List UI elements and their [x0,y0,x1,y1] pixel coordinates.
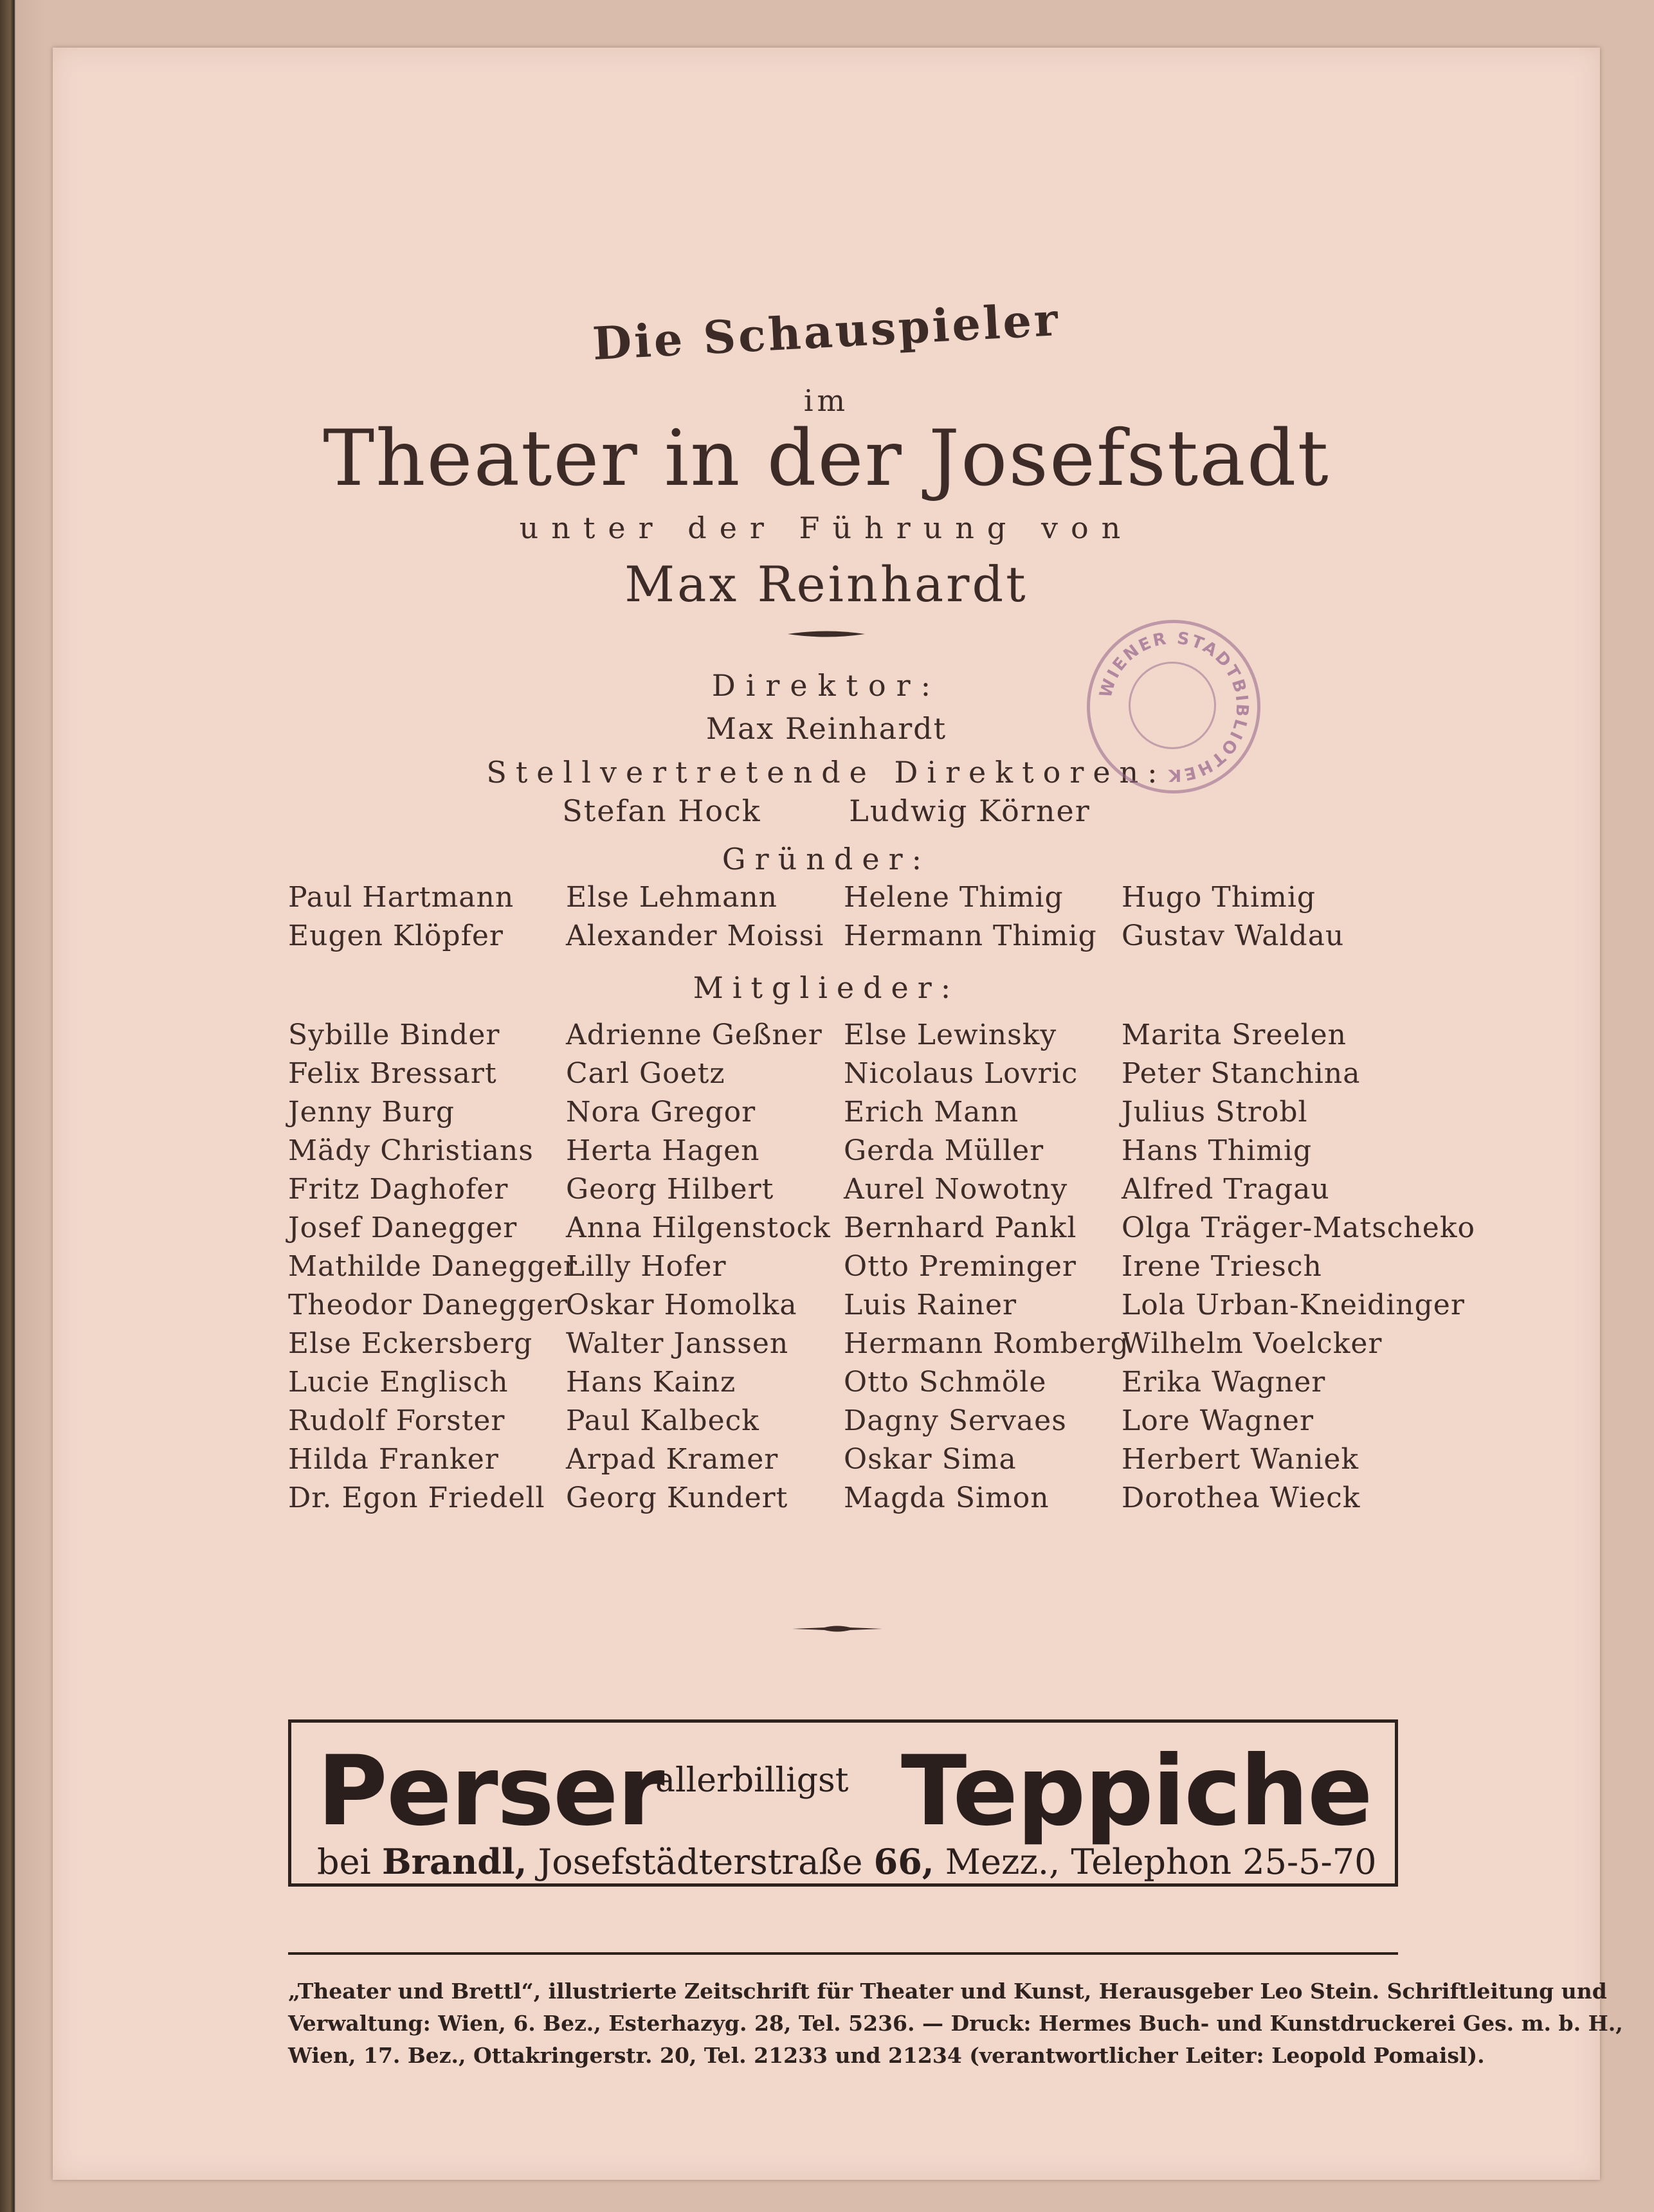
heading-max-reinhardt: Max Reinhardt [624,556,1028,613]
stellvertretender-name: Ludwig Körner [849,793,1091,828]
footer-rule [288,1952,1398,1955]
direktor-name: Max Reinhardt [705,711,947,746]
mitglied-name: Gerda Müller [844,1134,1044,1167]
mitglied-name: Otto Schmöle [844,1366,1047,1399]
mitglied-name: Wilhelm Voelcker [1122,1327,1383,1360]
mitglied-name: Erich Mann [844,1096,1019,1129]
mitglied-name: Else Lewinsky [844,1019,1057,1051]
mitglied-name: Bernhard Pankl [844,1211,1077,1244]
mitglied-name: Felix Bressart [288,1057,497,1090]
mitglied-name: Peter Stanchina [1122,1057,1361,1090]
heading-unter-der-fuehrung: unter der Führung von [519,511,1134,545]
stellvertretende-names [53,793,1600,828]
mitglied-name: Marita Sreelen [1122,1019,1347,1051]
mitglied-name: Julius Strobl [1122,1096,1308,1129]
mitglied-name: Oskar Homolka [566,1289,797,1321]
mitglied-name: Lola Urban-Kneidinger [1122,1289,1465,1321]
imprint-line: Verwaltung: Wien, 6. Bez., Esterhazyg. 28, Tel. 5236. — Druck: Hermes Buch- und Kunstdruckerei Ges. m. b. H., [288,2011,1623,2036]
mitglied-name: Mathilde Danegger [288,1250,577,1283]
ornament-divider-bottom [792,1624,882,1633]
mitglied-name: Hilda Franker [288,1443,499,1476]
mitglied-name: Nicolaus Lovric [844,1057,1078,1090]
mitglied-name: Oskar Sima [844,1443,1017,1476]
mitglied-name: Lore Wagner [1122,1404,1314,1437]
mitglied-name: Else Eckersberg [288,1327,533,1360]
heading-die-schauspieler: Die Schauspieler [591,293,1062,370]
mitglied-name: Jenny Burg [288,1096,455,1129]
mitglied-name: Luis Rainer [844,1289,1017,1321]
mitglied-name: Otto Preminger [844,1250,1077,1283]
gruender-name: Hugo Thimig [1122,881,1316,914]
mitglied-name: Sybille Binder [288,1019,500,1051]
mitglied-name: Adrienne Geßner [566,1019,822,1051]
imprint [288,1975,1623,2072]
mitglied-name: Georg Hilbert [566,1173,774,1206]
gruender-label: Gründer: [722,842,931,876]
mitglied-name: Georg Kundert [566,1482,788,1514]
mitglied-name: Hans Thimig [1122,1134,1313,1167]
heading-im: im [803,383,850,418]
mitglieder-label: Mitglieder: [693,970,960,1005]
ad-allerbilligst: allerbilligst [655,1761,849,1800]
mitglied-name: Dr. Egon Friedell [288,1482,545,1514]
gruender-name: Eugen Klöpfer [288,920,504,952]
program-page [53,48,1623,2180]
mitglied-name: Anna Hilgenstock [566,1211,831,1244]
ad-text: Josefstädterstraße [527,1842,874,1882]
ad-text: bei [317,1842,382,1882]
gruender-name: Hermann Thimig [844,920,1097,952]
library-stamp [1087,620,1260,793]
mitglied-name: Hans Kainz [566,1366,736,1399]
mitglied-name: Aurel Nowotny [844,1173,1068,1206]
ad-address-line [317,1841,1377,1882]
mitglied-name: Mädy Christians [288,1134,534,1167]
stellvertretender-name: Stefan Hock [562,793,761,828]
gruender-name: Paul Hartmann [288,881,514,914]
direktor-label: Direktor: [711,668,941,703]
ad-perser: Perser [317,1736,664,1847]
mitglied-name: Alfred Tragau [1122,1173,1330,1206]
mitglied-name: Walter Janssen [566,1327,789,1360]
mitglied-name: Lilly Hofer [566,1250,727,1283]
mitglied-name: Josef Danegger [288,1211,518,1244]
imprint-line: „Theater und Brettl“, illustrierte Zeitschrift für Theater und Kunst, Herausgeber Leo Stein. Schriftleitung und [288,1979,1607,2004]
mitglied-name: Fritz Daghofer [288,1173,509,1206]
stellvertretende-label: Stellvertretende Direktoren: [486,755,1167,790]
ad-teppiche: Teppiche [901,1736,1372,1847]
svg-text:WIENER STADTBIBLIOTHEK: WIENER STADTBIBLIOTHEK [1096,628,1252,785]
mitglied-name: Paul Kalbeck [566,1404,759,1437]
ad-number: 66, [873,1841,934,1882]
mitglied-name: Irene Triesch [1122,1250,1322,1283]
heading-theater-title: Theater in der Josefstadt [323,414,1330,503]
mitglied-name: Lucie Englisch [288,1366,509,1399]
mitglied-name: Herbert Waniek [1122,1443,1359,1476]
ad-text: Mezz., Telephon 25-5-70 [934,1842,1377,1882]
mitglied-name: Olga Träger-Matscheko [1122,1211,1475,1244]
mitglied-name: Theodor Danegger [288,1289,568,1321]
mitglied-name: Magda Simon [844,1482,1050,1514]
mitglied-name: Carl Goetz [566,1057,725,1090]
mitglied-name: Herta Hagen [566,1134,760,1167]
mitglied-name: Erika Wagner [1122,1366,1326,1399]
mitglied-name: Nora Gregor [566,1096,756,1129]
mitglied-name: Arpad Kramer [566,1443,779,1476]
mitglied-name: Dagny Servaes [844,1404,1067,1437]
advertisement-box [288,1719,1398,1887]
gruender-name: Gustav Waldau [1122,920,1345,952]
ornament-divider-top [788,630,865,639]
gruender-name: Alexander Moissi [566,920,824,952]
gruender-name: Else Lehmann [566,881,778,914]
ad-brandl: Brandl, [381,1841,527,1882]
gruender-name: Helene Thimig [844,881,1064,914]
mitglied-name: Rudolf Forster [288,1404,505,1437]
mitglied-name: Dorothea Wieck [1122,1482,1361,1514]
stamp-lettering [1090,623,1257,790]
mitglied-name: Hermann Romberg [844,1327,1129,1360]
imprint-line: Wien, 17. Bez., Ottakringerstr. 20, Tel. 21233 und 21234 (verantwortlicher Leiter: Leopold Pomaisl). [288,2043,1485,2068]
